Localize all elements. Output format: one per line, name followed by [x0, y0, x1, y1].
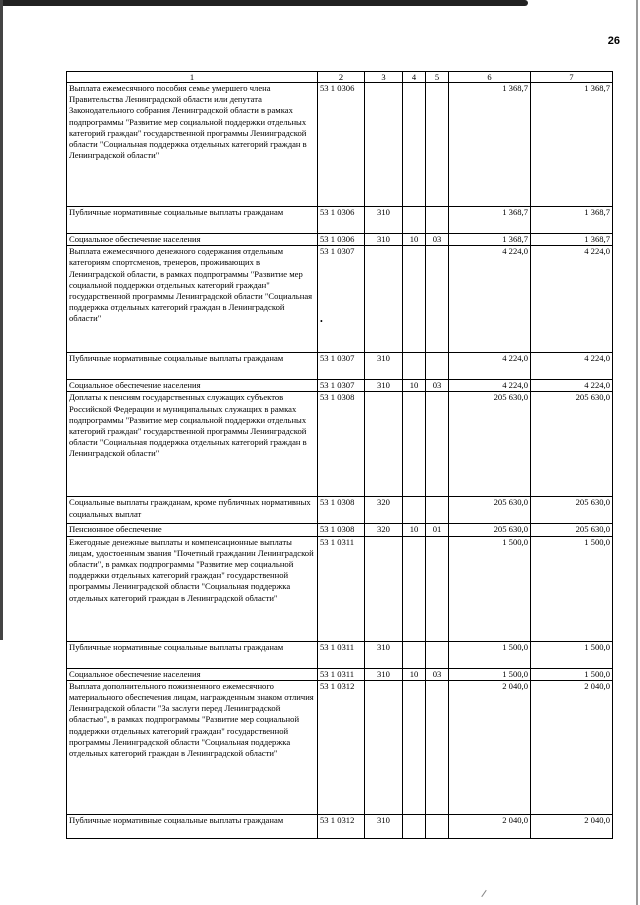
- row-amount-1: 205 630,0: [449, 524, 531, 536]
- page-number: 26: [607, 35, 620, 47]
- row-section: [403, 536, 426, 641]
- row-target-code: [318, 246, 365, 353]
- row-name: Выплата ежемесячного пособия семье умершего члена Правительства Ленинградской области или депутата Законодательного собрания Ленинградской области в рамках подпрограммы "Развитие мер социальной поддержки отдельных категорий граждан" государственной программы Ленинградской области "Социальная поддержка отдельных категорий граждан в Ленинградской области": [67, 83, 318, 207]
- table-row: [67, 380, 613, 392]
- scan-left-edge: [0, 0, 3, 640]
- row-subsection: [426, 641, 449, 668]
- table-row: [67, 246, 613, 353]
- row-subsection: [426, 536, 449, 641]
- table-row: [67, 392, 613, 497]
- row-target-code: 53 1 0306: [318, 83, 365, 207]
- row-name: Пенсионное обеспечение: [67, 524, 318, 536]
- row-target-code: 53 1 0308: [318, 497, 365, 524]
- row-amount-2: 205 630,0: [531, 497, 613, 524]
- row-amount-2: 4 224,0: [531, 380, 613, 392]
- row-amount-2: 4 224,0: [531, 246, 613, 353]
- row-expense-type: 310: [365, 814, 403, 838]
- row-amount-1: 4 224,0: [449, 246, 531, 353]
- header-cell: 7: [531, 72, 613, 83]
- row-target-code-text: 53 1 0307: [320, 246, 355, 257]
- row-amount-2: 1 368,7: [531, 234, 613, 246]
- row-name: [67, 246, 318, 353]
- row-target-code: 53 1 0308: [318, 392, 365, 497]
- row-amount-2: 205 630,0: [531, 524, 613, 536]
- table-row: [67, 353, 613, 380]
- row-expense-type: [365, 392, 403, 497]
- header-row: [67, 72, 613, 83]
- table-row: [67, 497, 613, 524]
- table-row: [67, 524, 613, 536]
- row-name: Социальное обеспечение населения: [67, 668, 318, 680]
- row-amount-1: 4 224,0: [449, 353, 531, 380]
- row-expense-type: 310: [365, 353, 403, 380]
- row-expense-type: 310: [365, 641, 403, 668]
- row-subsection: 03: [426, 668, 449, 680]
- row-name: Доплаты к пенсиям государственных служащих субъектов Российской Федерации и муниципальных служащих в рамках подпрограммы "Развитие мер социальной поддержки отдельных категорий граждан" государственной программы Ленинградской области "Социальная поддержка отдельных категорий граждан в Ленинградской области": [67, 392, 318, 497]
- row-name: Публичные нормативные социальные выплаты гражданам: [67, 814, 318, 838]
- row-expense-type: 310: [365, 207, 403, 234]
- table-row: [67, 536, 613, 641]
- row-amount-1: 1 500,0: [449, 641, 531, 668]
- row-target-code: 53 1 0312: [318, 814, 365, 838]
- table-row: [67, 83, 613, 207]
- row-subsection: [426, 497, 449, 524]
- table-row: [67, 234, 613, 246]
- row-section: [403, 246, 426, 353]
- stray-mark: •: [320, 317, 323, 327]
- row-amount-1: 205 630,0: [449, 497, 531, 524]
- row-target-code: 53 1 0306: [318, 207, 365, 234]
- row-subsection: [426, 353, 449, 380]
- row-name: Публичные нормативные социальные выплаты гражданам: [67, 207, 318, 234]
- row-amount-1: 4 224,0: [449, 380, 531, 392]
- row-section: [403, 353, 426, 380]
- table-row: [67, 207, 613, 234]
- row-expense-type: 310: [365, 380, 403, 392]
- row-name: Социальные выплаты гражданам, кроме публичных нормативных социальных выплат: [67, 497, 318, 524]
- row-section: [403, 497, 426, 524]
- row-section: 10: [403, 668, 426, 680]
- row-target-code: 53 1 0306: [318, 234, 365, 246]
- row-section: 10: [403, 380, 426, 392]
- row-subsection: [426, 680, 449, 814]
- row-amount-2: 1 368,7: [531, 207, 613, 234]
- row-expense-type: [365, 536, 403, 641]
- header-cell: 4: [403, 72, 426, 83]
- row-section: [403, 641, 426, 668]
- row-amount-2: 205 630,0: [531, 392, 613, 497]
- row-amount-1: 2 040,0: [449, 814, 531, 838]
- row-section: [403, 814, 426, 838]
- header-cell: 3: [365, 72, 403, 83]
- row-amount-1: 1 500,0: [449, 668, 531, 680]
- row-name: Публичные нормативные социальные выплаты гражданам: [67, 641, 318, 668]
- row-name: Публичные нормативные социальные выплаты гражданам: [67, 353, 318, 380]
- row-amount-1: 2 040,0: [449, 680, 531, 814]
- header-cell: 2: [318, 72, 365, 83]
- table-row: [67, 641, 613, 668]
- row-name: Социальное обеспечение населения: [67, 380, 318, 392]
- row-amount-2: 4 224,0: [531, 353, 613, 380]
- table-row: [67, 814, 613, 838]
- row-subsection: [426, 207, 449, 234]
- scan-right-edge: [636, 0, 638, 905]
- row-target-code: 53 1 0307: [318, 353, 365, 380]
- row-subsection: 03: [426, 380, 449, 392]
- header-cell: 6: [449, 72, 531, 83]
- row-target-code: 53 1 0308: [318, 524, 365, 536]
- row-expense-type: [365, 246, 403, 353]
- row-amount-2: 1 500,0: [531, 668, 613, 680]
- row-amount-1: 1 500,0: [449, 536, 531, 641]
- row-expense-type: 320: [365, 497, 403, 524]
- header-cell: 5: [426, 72, 449, 83]
- row-name: Выплата дополнительного пожизненного ежемесячного материального обеспечения лицам, награжденным знаком отличия Ленинградской области "За заслуги перед Ленинградской областью", в рамках подпрограммы "Развитие мер социальной поддержки отдельных категорий граждан" государственной программы Ленинградской области "Социальная поддержка отдельных категорий граждан в Ленинградской области": [67, 680, 318, 814]
- row-subsection: [426, 814, 449, 838]
- row-target-code: 53 1 0312: [318, 680, 365, 814]
- row-subsection: 01: [426, 524, 449, 536]
- row-name: Ежегодные денежные выплаты и компенсационные выплаты лицам, удостоенным звания "Почетный гражданин Ленинградской области", в рамках подпрограммы "Развитие мер социальной поддержки отдельных категорий граждан" государственной программы Ленинградской области "Социальная поддержка отдельных категорий граждан в Ленинградской области": [67, 536, 318, 641]
- row-section: [403, 207, 426, 234]
- row-subsection: [426, 83, 449, 207]
- table-row: [67, 680, 613, 814]
- row-section: [403, 83, 426, 207]
- row-amount-2: 1 500,0: [531, 536, 613, 641]
- scan-top-border: [0, 0, 528, 6]
- row-amount-1: 205 630,0: [449, 392, 531, 497]
- row-name: Социальное обеспечение населения: [67, 234, 318, 246]
- row-expense-type: [365, 680, 403, 814]
- row-expense-type: 310: [365, 668, 403, 680]
- row-expense-type: 320: [365, 524, 403, 536]
- row-section: 10: [403, 524, 426, 536]
- row-amount-2: 1 368,7: [531, 83, 613, 207]
- row-subsection: [426, 246, 449, 353]
- row-name-text: Выплата ежемесячного денежного содержания отдельным категориям спортсменов, тренеров, проживающих в Ленинградской области, в рамках подпрограммы "Развитие мер социальной поддержки отдельных категорий граждан" государственной программы Ленинградской области "Социальная поддержка отдельных категорий граждан в Ленинградской области": [69, 246, 313, 324]
- row-target-code: 53 1 0307: [318, 380, 365, 392]
- row-section: [403, 392, 426, 497]
- row-subsection: 03: [426, 234, 449, 246]
- scan-artifact: [481, 890, 486, 897]
- row-amount-2: 2 040,0: [531, 680, 613, 814]
- row-section: 10: [403, 234, 426, 246]
- row-amount-1: 1 368,7: [449, 207, 531, 234]
- row-expense-type: [365, 83, 403, 207]
- row-target-code: 53 1 0311: [318, 668, 365, 680]
- row-target-code: 53 1 0311: [318, 641, 365, 668]
- row-amount-1: 1 368,7: [449, 83, 531, 207]
- table-row: [67, 668, 613, 680]
- header-cell: 1: [67, 72, 318, 83]
- row-amount-2: 1 500,0: [531, 641, 613, 668]
- row-amount-1: 1 368,7: [449, 234, 531, 246]
- row-subsection: [426, 392, 449, 497]
- row-section: [403, 680, 426, 814]
- row-amount-2: 2 040,0: [531, 814, 613, 838]
- budget-table: [66, 71, 613, 839]
- row-target-code: 53 1 0311: [318, 536, 365, 641]
- row-expense-type: 310: [365, 234, 403, 246]
